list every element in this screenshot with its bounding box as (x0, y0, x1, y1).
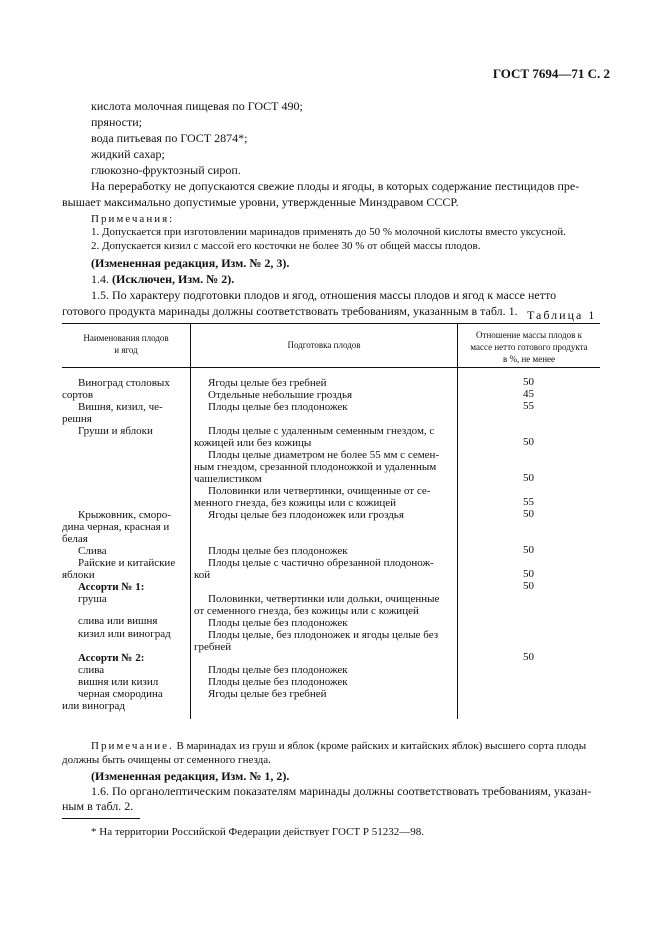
fruit-cell: Ассорти № 2: (78, 652, 145, 664)
preparation-cell: Плоды целые без плодоножек (208, 545, 348, 557)
table-header-col2: Подготовка плодов (287, 340, 361, 350)
fruit-cell: Груши и яблоки (78, 425, 153, 437)
table-header-col3 (458, 330, 600, 366)
pesticide-paragraph-line-1: На переработку не допускаются свежие плоды и ягоды, в которых содержание пестицидов пре- (91, 179, 580, 193)
fruit-cell: белая (62, 533, 88, 545)
table-note-text: В маринадах из груш и яблок (кроме райских и китайских яблок) высшего сорта плоды (173, 740, 587, 752)
ingredient-item: жидкий сахар; (91, 147, 165, 161)
fruit-cell: слива (78, 664, 105, 676)
fruit-cell: Ассорти № 1: (78, 581, 145, 593)
fruit-cell: сортов (62, 389, 94, 401)
fruit-cell: Слива (78, 545, 107, 557)
ratio-cell: 45 (523, 388, 534, 400)
page-header: ГОСТ 7694—71 С. 2 (492, 66, 610, 81)
amendment-note: (Измененная редакция, Изм. № 1, 2). (91, 769, 290, 783)
table-note (91, 739, 586, 753)
preparation-cell: Плоды целые, без плодоножек и ягоды целые без (208, 629, 439, 641)
header-text: в %, не менее (502, 354, 556, 364)
clause-1-5-line-1: 1.5. По характеру подготовки плодов и ягод, отношения массы плодов и ягод к массе нетто (91, 288, 557, 302)
ratio-cell: 55 (523, 400, 534, 412)
preparation-cell: от семенного гнезда, без кожицы или с кожицей (194, 605, 419, 617)
preparation-cell: Плоды целые без плодоножек (208, 401, 348, 413)
clause-1-6-line-1: 1.6. По органолептическим показателям маринады должны соответствовать требованиям, указан- (91, 784, 592, 798)
fruit-cell: Райские и китайские (78, 557, 176, 569)
ratio-cell: 50 (523, 544, 534, 556)
ratio-cell: 50 (523, 376, 534, 388)
clause-number: 1.4. (91, 272, 109, 286)
header-text: и ягод (114, 345, 138, 355)
preparation-cell: Плоды целые с частично обрезанной плодонож- (208, 557, 434, 569)
ratio-cell: 50 (523, 580, 534, 592)
header-text: массе нетто готового продукта (470, 342, 588, 352)
fruit-cell: черная смородина (78, 688, 163, 700)
ratio-cell: 50 (523, 436, 534, 448)
preparation-cell: Половинки, четвертинки или дольки, очищенные (208, 593, 440, 605)
preparation-cell: кой (194, 569, 211, 581)
preparation-cell: Ягоды целые без плодоножек или гроздья (208, 509, 404, 521)
preparation-cell: ным гнездом, срезанной плодоножкой и удаленным (194, 461, 437, 473)
preparation-cell: менного гнезда, без кожицы или с кожицей (194, 497, 397, 509)
fruit-cell: Вишня, кизил, че- (78, 401, 163, 413)
preparation-cell: Плоды целые без плодоножек (208, 676, 348, 688)
fruit-cell: Крыжовник, сморо- (78, 509, 171, 521)
table-note-label: Примечание. (91, 740, 174, 752)
ratio-cell: 55 (523, 496, 534, 508)
preparation-cell: Ягоды целые без гребней (208, 377, 327, 389)
header-text: Наименования плодов (83, 333, 169, 343)
preparation-cell: Половинки или четвертинки, очищенные от се- (208, 485, 431, 497)
fruit-cell: или виноград (62, 700, 125, 712)
fruit-cell: Виноград столовых (78, 377, 170, 389)
clause-1-5-line-2: готового продукта маринады должны соответствовать требованиям, указанным в табл. 1. (62, 304, 518, 318)
ingredient-item: кислота молочная пищевая по ГОСТ 490; (91, 99, 303, 113)
footnote: * На территории Российской Федерации действует ГОСТ Р 51232—98. (91, 826, 425, 838)
preparation-cell: чашелистиком (194, 473, 262, 485)
note-item: 2. Допускается кизил с массой его косточки не более 30 % от общей массы плодов. (91, 240, 481, 252)
fruit-cell: слива или вишня (78, 615, 158, 627)
fruit-cell: яблоки (62, 569, 95, 581)
ratio-cell: 50 (523, 568, 534, 580)
fruit-cell: дина черная, красная и (62, 521, 170, 533)
clause-1-4 (91, 271, 234, 287)
preparation-cell: Ягоды целые без гребней (208, 688, 327, 700)
preparation-cell: Плоды целые без плодоножек (208, 617, 348, 629)
ingredient-list (91, 98, 303, 178)
preparation-cell: Плоды целые с удаленным семенным гнездом, с (208, 425, 435, 437)
ratio-cell: 50 (523, 651, 534, 663)
preparation-cell: Отдельные небольшие гроздья (208, 389, 353, 401)
table-column-divider (190, 323, 191, 719)
notes-title: Примечания: (91, 213, 175, 225)
ingredient-item: вода питьевая по ГОСТ 2874*; (91, 131, 248, 145)
table-header-rule (62, 367, 600, 368)
fruit-cell: вишня или кизил (78, 676, 159, 688)
ingredient-item: пряности; (91, 115, 142, 129)
table-note-text-line-2: должны быть очищены от семенного гнезда. (62, 754, 271, 766)
ingredient-item: глюкозно-фруктозный сироп. (91, 163, 241, 177)
preparation-cell: Плоды целые без плодоножек (208, 664, 348, 676)
table-top-rule (62, 323, 600, 324)
footnote-rule (62, 818, 140, 819)
fruit-cell: решня (62, 413, 92, 425)
clause-text: (Исключен, Изм. № 2). (112, 272, 235, 286)
preparation-cell: гребней (194, 641, 232, 653)
preparation-cell: Плоды целые диаметром не более 55 мм с семен- (208, 449, 440, 461)
note-item: 1. Допускается при изготовлении маринадов применять до 50 % молочной кислоты вместо уксусной. (91, 226, 566, 238)
table-header-col1 (62, 333, 190, 357)
fruit-cell: груша (78, 593, 107, 605)
fruit-cell: кизил или виноград (78, 628, 171, 640)
clause-1-6-line-2: ным в табл. 2. (62, 799, 134, 813)
amendment-note: (Измененная редакция, Изм. № 2, 3). (91, 256, 290, 270)
table-caption: Таблица 1 (527, 308, 597, 322)
header-text: Отношение массы плодов к (476, 330, 582, 340)
preparation-cell: кожицей или без кожицы (194, 437, 312, 449)
pesticide-paragraph-line-2: вышает максимально допустимые уровни, утвержденные Минздравом СССР. (62, 195, 459, 209)
ratio-cell: 50 (523, 472, 534, 484)
ratio-cell: 50 (523, 508, 534, 520)
